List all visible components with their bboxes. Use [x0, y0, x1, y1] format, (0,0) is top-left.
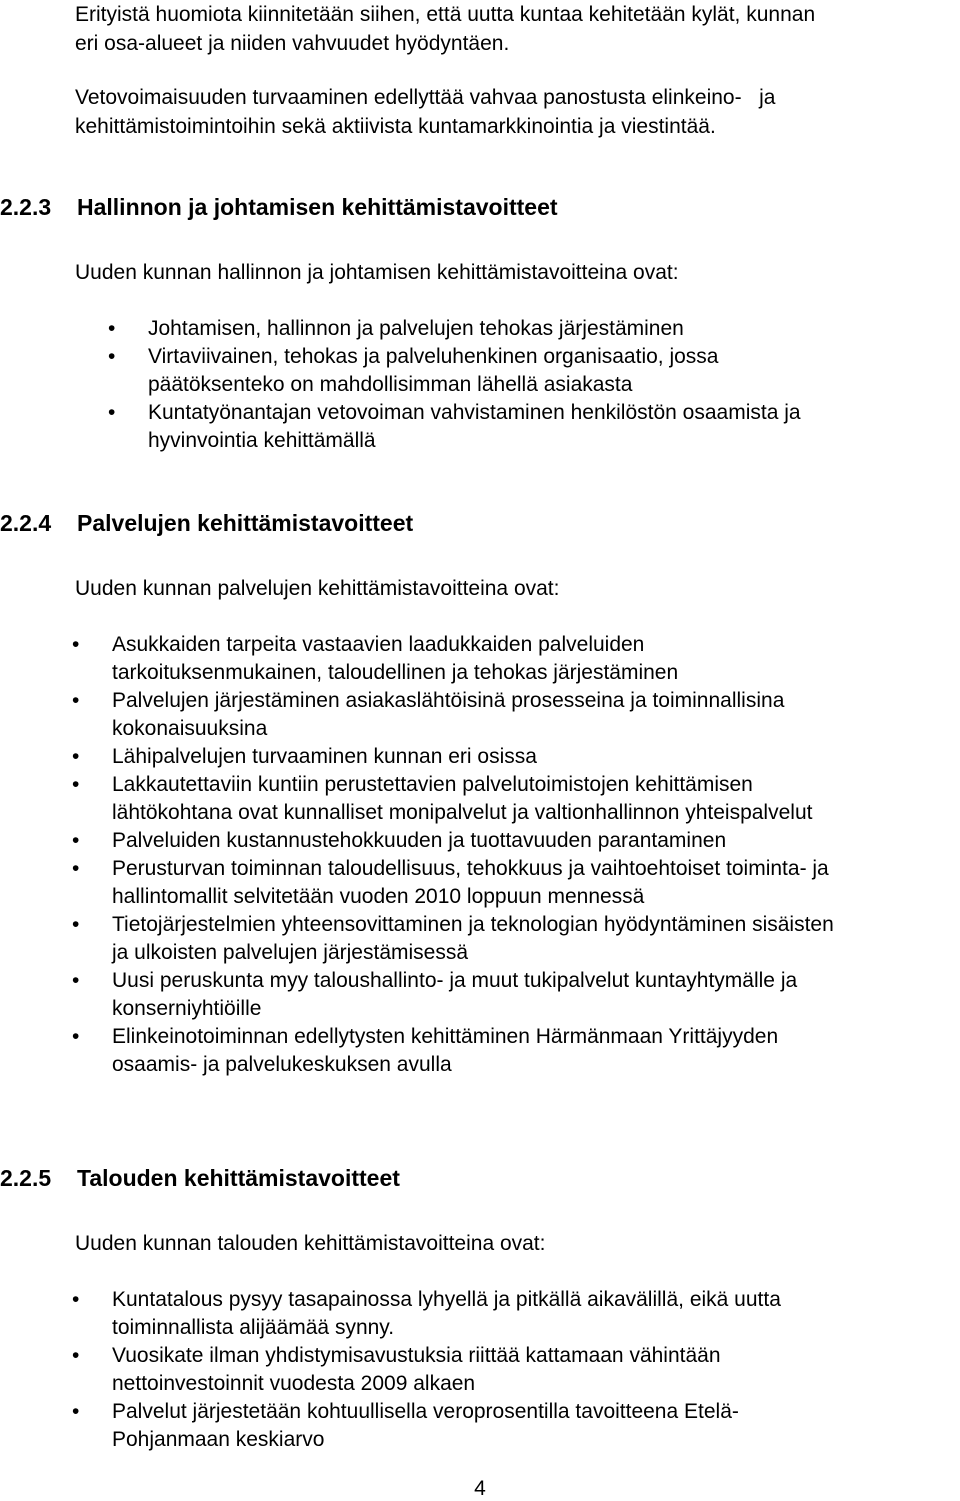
bullet-icon: • [108, 401, 116, 424]
list-item-text: Asukkaiden tarpeita vastaavien laadukkaiden palveluiden [112, 633, 645, 656]
list-item-text: Vuosikate ilman yhdistymisavustuksia riittää kattamaan vähintään [112, 1344, 721, 1367]
list-item-text: Tietojärjestelmien yhteensovittaminen ja teknologian hyödyntäminen sisäisten [112, 913, 834, 936]
list-item-text: Elinkeinotoiminnan edellytysten kehittäminen Härmänmaan Yrittäjyyden [112, 1025, 779, 1048]
bullet-icon: • [72, 745, 80, 768]
list-item-text: Perusturvan toiminnan taloudellisuus, tehokkuus ja vaihtoehtoiset toiminta- ja [112, 857, 829, 880]
list-item [72, 1023, 834, 1079]
list-item-text: lähtökohtana ovat kunnalliset monipalvelut ja valtionhallinnon yhteispalvelut [112, 801, 813, 824]
list-item-text: toiminnallista alijäämää synny. [112, 1316, 395, 1339]
list-item-text: kokonaisuuksina [112, 717, 268, 740]
list-item [108, 315, 801, 343]
list-item-text: Virtaviivainen, tehokas ja palveluhenkinen organisaatio, jossa [148, 345, 719, 368]
list-item-text: Johtamisen, hallinnon ja palvelujen tehokas järjestäminen [148, 317, 684, 340]
list-item-text: Kuntatalous pysyy tasapainossa lyhyellä ja pitkällä aikavälillä, eikä uutta [112, 1288, 781, 1311]
list-item-text: Palveluiden kustannustehokkuuden ja tuottavuuden parantaminen [112, 829, 727, 852]
section-number: 2.2.3 [0, 194, 52, 220]
bullet-icon: • [72, 829, 80, 852]
list-item [108, 343, 801, 399]
bullet-icon: • [72, 633, 80, 656]
list-item [72, 687, 834, 743]
section-title: Talouden kehittämistavoitteet [77, 1165, 400, 1191]
bullet-list-225 [72, 1286, 781, 1454]
list-item-text: nettoinvestoinnit vuodesta 2009 alkaen [112, 1372, 476, 1395]
text-line: kehittämistoimintoihin sekä aktiivista kuntamarkkinointia ja viestintää. [75, 115, 716, 138]
list-item-text: Uusi peruskunta myy taloushallinto- ja muut tukipalvelut kuntayhtymälle ja [112, 969, 798, 992]
section-heading-225 [0, 1164, 400, 1193]
list-item [72, 771, 834, 827]
list-item [108, 399, 801, 455]
list-item [72, 1398, 781, 1454]
page-number: 4 [474, 1477, 486, 1500]
list-item [72, 1342, 781, 1398]
list-item-text: Palvelut järjestetään kohtuullisella veroprosentilla tavoitteena Etelä- [112, 1400, 739, 1423]
bullet-list-223 [108, 315, 801, 455]
list-item [72, 743, 834, 771]
list-item [72, 855, 834, 911]
list-item [72, 911, 834, 967]
section-intro-225: Uuden kunnan talouden kehittämistavoitteina ovat: [75, 1232, 546, 1255]
bullet-icon: • [72, 1025, 80, 1048]
list-item-text: Lähipalvelujen turvaaminen kunnan eri osissa [112, 745, 537, 768]
intro-paragraph-1 [75, 0, 815, 58]
list-item-text: tarkoituksenmukainen, taloudellinen ja tehokas järjestäminen [112, 661, 679, 684]
bullet-list-224 [72, 631, 834, 1079]
list-item-text: Kuntatyönantajan vetovoiman vahvistaminen henkilöstön osaamista ja [148, 401, 801, 424]
list-item [72, 827, 834, 855]
list-item-text: osaamis- ja palvelukeskuksen avulla [112, 1053, 452, 1076]
section-title: Palvelujen kehittämistavoitteet [77, 510, 414, 536]
section-number: 2.2.4 [0, 510, 52, 536]
bullet-icon: • [72, 689, 80, 712]
bullet-icon: • [72, 1400, 80, 1423]
bullet-icon: • [108, 317, 116, 340]
bullet-icon: • [72, 1288, 80, 1311]
section-intro-224: Uuden kunnan palvelujen kehittämistavoitteina ovat: [75, 577, 560, 600]
list-item-text: hyvinvointia kehittämällä [148, 429, 376, 452]
bullet-icon: • [108, 345, 116, 368]
list-item-text: ja ulkoisten palvelujen järjestämisessä [112, 941, 469, 964]
text-line: eri osa-alueet ja niiden vahvuudet hyödyntäen. [75, 32, 510, 55]
bullet-icon: • [72, 1344, 80, 1367]
section-title: Hallinnon ja johtamisen kehittämistavoitteet [77, 194, 558, 220]
section-heading-223 [0, 193, 558, 222]
list-item-text: päätöksenteko on mahdollisimman lähellä asiakasta [148, 373, 633, 396]
text-line: Vetovoimaisuuden turvaaminen edellyttää vahvaa panostusta elinkeino- ja [75, 86, 776, 109]
list-item-text: konserniyhtiöille [112, 997, 262, 1020]
list-item-text: Lakkautettaviin kuntiin perustettavien palvelutoimistojen kehittämisen [112, 773, 753, 796]
bullet-icon: • [72, 773, 80, 796]
section-heading-224 [0, 509, 413, 538]
bullet-icon: • [72, 857, 80, 880]
list-item-text: hallintomallit selvitetään vuoden 2010 loppuun mennessä [112, 885, 645, 908]
section-number: 2.2.5 [0, 1165, 52, 1191]
text-line: Erityistä huomiota kiinnitetään siihen, että uutta kuntaa kehitetään kylät, kunnan [75, 3, 816, 26]
list-item-text: Pohjanmaan keskiarvo [112, 1428, 325, 1451]
section-intro-223: Uuden kunnan hallinnon ja johtamisen kehittämistavoitteina ovat: [75, 261, 679, 284]
list-item [72, 967, 834, 1023]
bullet-icon: • [72, 913, 80, 936]
list-item [72, 631, 834, 687]
list-item-text: Palvelujen järjestäminen asiakaslähtöisinä prosesseina ja toiminnallisina [112, 689, 785, 712]
intro-paragraph-2 [75, 83, 775, 141]
list-item [72, 1286, 781, 1342]
bullet-icon: • [72, 969, 80, 992]
